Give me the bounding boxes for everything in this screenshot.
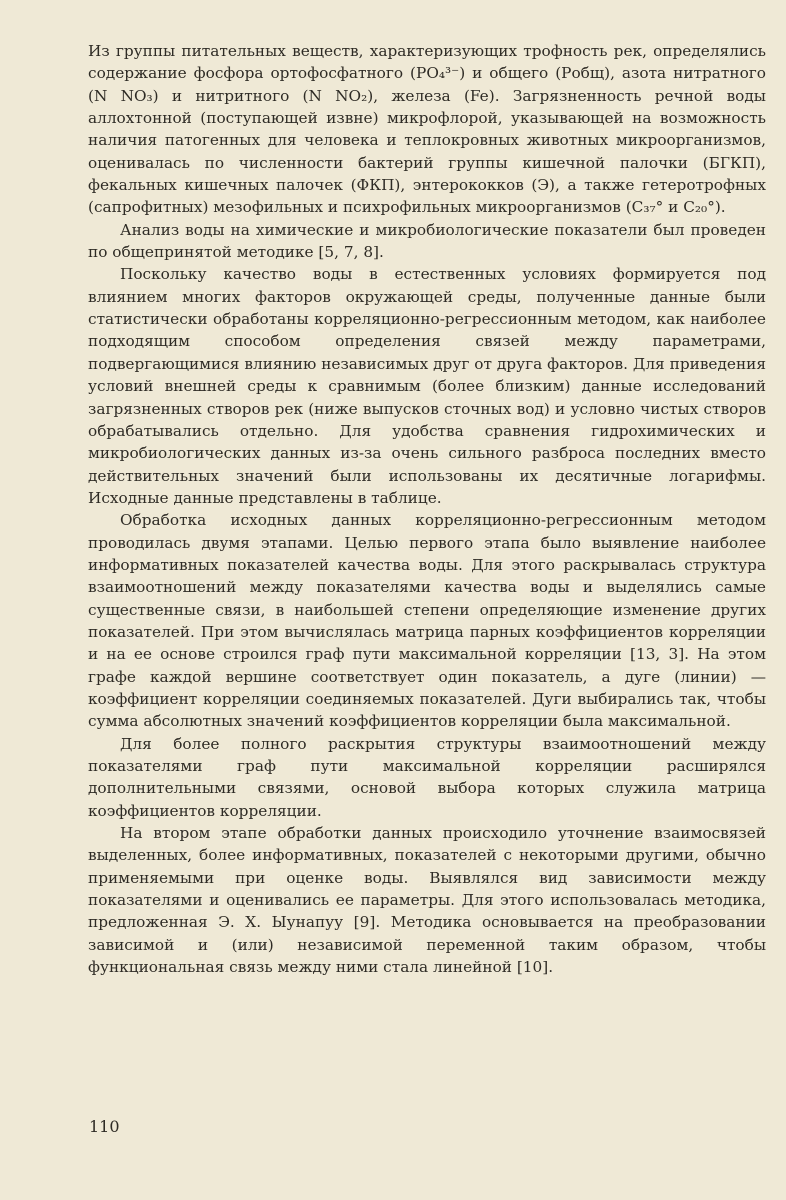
paragraph-graph-extension: Для более полного раскрытия структуры взаимоотношений между показателями граф пути максимальной корреляции расширялся дополнительными связями, основой выбора которых служила матрица коэффициентов корреляции.	[88, 734, 766, 820]
page-number: 110	[89, 1117, 120, 1136]
page-text	[88, 40, 766, 978]
paragraph-second-stage: На втором этапе обработки данных происходило уточнение взаимосвязей выделенных, более информативных, показателей с некоторыми другими, обычно применяемыми при оценке воды. Выявлялся вид зависимости между показателями и оценивались ее параметры. Для этого использовалась методика, предложенная Э. Х. Ыунапуу [9]. Методика основывается на преобразовании зависимой и (или) независимой переменной таким образом, чтобы функциональная связь между ними стала линейной [10].	[88, 824, 766, 977]
paragraph-processing: Обработка исходных данных корреляционно-регрессионным методом проводилась двумя этапами. Целью первого этапа было выявление наиболее информативных показателей качества воды. Для этого раскрывалась структура взаимоотношений между показателями качества воды и выделялись самые существенные связи, в наибольшей степени определяющие изменение других показателей. При этом вычислялась матрица парных коэффициентов корреляции и на ее основе строился граф пути максимальной корреляции [13, 3]. На этом графе каждой вершине соответствует один показатель, а дуге (линии) — коэффициент корреляции соединяемых показателей. Дуги выбирались так, чтобы сумма абсолютных значений коэффициентов корреляции была максимальной.	[88, 511, 766, 731]
paragraph-statistics: Поскольку качество воды в естественных условиях формируется под влиянием многих факторов окружающей среды, полученные данные были статистически обработаны корреляционно-регрессионным методом, как наиболее подходящим способом определения связей между параметрами, подвергающимися влиянию независимых друг от друга факторов. Для приведения условий внешней среды к сравнимым (более близким) данные исследований загрязненных створов рек (ниже выпусков сточных вод) и условно чистых створов обрабатывались отдельно. Для удобства сравнения гидрохимических и микробиологических данных из-за очень сильного разброса последних вместо действительных значений были использованы их десятичные логарифмы. Исходные данные представлены в таблице.	[88, 265, 766, 507]
paragraph-analysis: Анализ воды на химические и микробиологические показатели был проведен по общепринятой методике [5, 7, 8].	[88, 220, 766, 262]
paragraph-nutrients: Из группы питательных веществ, характеризующих трофность рек, определялись содержание фосфора ортофосфатного (PO₄³⁻) и общего (Pобщ), азота нитратного (N NO₃) и нитритного (N NO₂), железа (Fe). Загрязненность речной воды аллохтонной (поступающей извне) микрофлорой, указывающей на возможность наличия патогенных для человека и теплокровных животных микроорганизмов, оценивалась по численности бактерий группы кишечной палочки (БГКП), фекальных кишечных палочек (ФКП), энтерококков (Э), а также гетеротрофных (сапрофитных) мезофильных и психрофильных микроорганизмов (C₃₇° и C₂₀°).	[88, 42, 766, 217]
